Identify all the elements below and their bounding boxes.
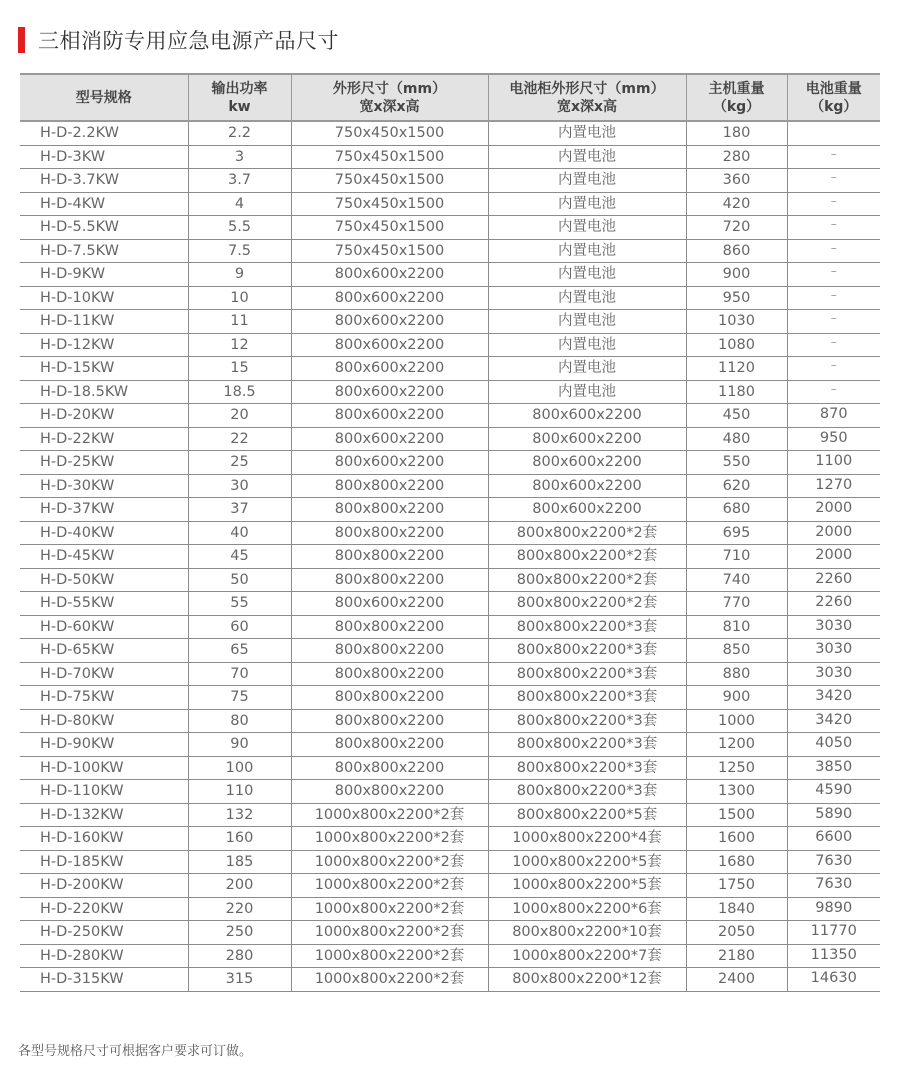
cell-battery-cabinet: 800x600x2200 [488,451,686,475]
cell-power: 132 [188,803,291,827]
cell-battery-cabinet: 内置电池 [488,121,686,145]
table-row [20,780,880,804]
cell-battery-cabinet: 800x800x2200*3套 [488,733,686,757]
table-row [20,498,880,522]
cell-power: 220 [188,897,291,921]
cell-power: 250 [188,921,291,945]
cell-dimensions: 800x800x2200 [291,686,488,710]
cell-model: H-D-11KW [20,310,188,334]
cell-power: 7.5 [188,239,291,263]
cell-battery-cabinet: 800x800x2200*3套 [488,756,686,780]
cell-dimensions: 800x800x2200 [291,639,488,663]
cell-battery-weight: – [787,192,880,216]
cell-host-weight: 860 [686,239,787,263]
table-row [20,921,880,945]
cell-battery-weight: 3030 [787,639,880,663]
cell-power: 80 [188,709,291,733]
cell-battery-cabinet: 内置电池 [488,169,686,193]
header-battery-weight: 电池重量 （kg） [787,74,880,121]
header-battery-cabinet: 电池柜外形尺寸（mm） 宽x深x高 [488,74,686,121]
cell-power: 3.7 [188,169,291,193]
cell-battery-weight: 4050 [787,733,880,757]
cell-battery-cabinet: 内置电池 [488,263,686,287]
cell-battery-weight: – [787,380,880,404]
table-row [20,239,880,263]
cell-host-weight: 740 [686,568,787,592]
cell-battery-cabinet: 1000x800x2200*6套 [488,897,686,921]
cell-battery-weight: 3420 [787,686,880,710]
cell-battery-weight: 3030 [787,662,880,686]
cell-power: 65 [188,639,291,663]
cell-battery-cabinet: 800x800x2200*3套 [488,639,686,663]
cell-power: 200 [188,874,291,898]
cell-battery-cabinet: 1000x800x2200*5套 [488,850,686,874]
cell-dimensions: 1000x800x2200*2套 [291,897,488,921]
cell-battery-weight: – [787,145,880,169]
cell-model: H-D-90KW [20,733,188,757]
cell-model: H-D-220KW [20,897,188,921]
cell-model: H-D-50KW [20,568,188,592]
cell-host-weight: 480 [686,427,787,451]
cell-power: 60 [188,615,291,639]
cell-battery-cabinet: 内置电池 [488,286,686,310]
cell-power: 37 [188,498,291,522]
cell-power: 185 [188,850,291,874]
table-row [20,357,880,381]
table-row [20,897,880,921]
table-row [20,568,880,592]
cell-dimensions: 800x800x2200 [291,474,488,498]
cell-battery-weight: 6600 [787,827,880,851]
cell-battery-weight: 950 [787,427,880,451]
cell-battery-weight: – [787,310,880,334]
cell-dimensions: 750x450x1500 [291,145,488,169]
cell-host-weight: 1840 [686,897,787,921]
cell-host-weight: 900 [686,686,787,710]
cell-dimensions: 1000x800x2200*2套 [291,921,488,945]
cell-battery-cabinet: 800x800x2200*10套 [488,921,686,945]
cell-battery-weight: 1270 [787,474,880,498]
table-row [20,874,880,898]
cell-battery-weight: 11350 [787,944,880,968]
cell-power: 2.2 [188,121,291,145]
cell-battery-weight: 4590 [787,780,880,804]
cell-model: H-D-45KW [20,545,188,569]
cell-dimensions: 750x450x1500 [291,121,488,145]
cell-battery-cabinet: 800x800x2200*3套 [488,686,686,710]
cell-battery-cabinet: 1000x800x2200*5套 [488,874,686,898]
cell-model: H-D-22KW [20,427,188,451]
cell-host-weight: 180 [686,121,787,145]
cell-model: H-D-9KW [20,263,188,287]
cell-host-weight: 1250 [686,756,787,780]
cell-dimensions: 750x450x1500 [291,239,488,263]
cell-dimensions: 800x600x2200 [291,357,488,381]
title-accent-bar [18,27,25,53]
cell-host-weight: 1300 [686,780,787,804]
table-row [20,404,880,428]
cell-dimensions: 800x800x2200 [291,709,488,733]
cell-host-weight: 2180 [686,944,787,968]
cell-power: 280 [188,944,291,968]
table-row [20,121,880,145]
cell-battery-cabinet: 800x600x2200 [488,404,686,428]
footnote: 各型号规格尺寸可根据客户要求可订做。 [18,1044,253,1059]
cell-host-weight: 710 [686,545,787,569]
table-row [20,333,880,357]
cell-dimensions: 1000x800x2200*2套 [291,850,488,874]
cell-battery-weight: 1100 [787,451,880,475]
cell-battery-cabinet: 800x600x2200 [488,498,686,522]
cell-dimensions: 800x800x2200 [291,733,488,757]
cell-battery-cabinet: 内置电池 [488,145,686,169]
cell-model: H-D-250KW [20,921,188,945]
cell-dimensions: 800x600x2200 [291,286,488,310]
cell-battery-cabinet: 800x800x2200*2套 [488,521,686,545]
cell-model: H-D-20KW [20,404,188,428]
cell-battery-cabinet: 1000x800x2200*7套 [488,944,686,968]
cell-model: H-D-132KW [20,803,188,827]
cell-battery-cabinet: 800x600x2200 [488,427,686,451]
table-row [20,380,880,404]
cell-host-weight: 1680 [686,850,787,874]
cell-dimensions: 800x600x2200 [291,592,488,616]
cell-host-weight: 550 [686,451,787,475]
cell-model: H-D-15KW [20,357,188,381]
cell-dimensions: 800x600x2200 [291,333,488,357]
cell-dimensions: 800x800x2200 [291,756,488,780]
cell-power: 40 [188,521,291,545]
table-row [20,427,880,451]
cell-model: H-D-18.5KW [20,380,188,404]
cell-battery-weight: 9890 [787,897,880,921]
table-row [20,169,880,193]
cell-host-weight: 1000 [686,709,787,733]
cell-model: H-D-3KW [20,145,188,169]
cell-battery-cabinet: 1000x800x2200*4套 [488,827,686,851]
cell-dimensions: 800x800x2200 [291,545,488,569]
page-title-block [18,27,339,53]
cell-dimensions: 800x600x2200 [291,310,488,334]
table-row [20,216,880,240]
cell-model: H-D-4KW [20,192,188,216]
table-row [20,756,880,780]
cell-host-weight: 1120 [686,357,787,381]
cell-model: H-D-12KW [20,333,188,357]
cell-power: 18.5 [188,380,291,404]
header-host-weight: 主机重量 （kg） [686,74,787,121]
cell-host-weight: 1080 [686,333,787,357]
cell-host-weight: 2050 [686,921,787,945]
cell-battery-weight: 11770 [787,921,880,945]
table-row [20,827,880,851]
cell-power: 20 [188,404,291,428]
cell-battery-weight: 2260 [787,592,880,616]
cell-model: H-D-55KW [20,592,188,616]
table-row [20,592,880,616]
cell-host-weight: 1200 [686,733,787,757]
header-power: 输出功率 kw [188,74,291,121]
table-row [20,662,880,686]
header-model: 型号规格 [20,74,188,121]
cell-power: 55 [188,592,291,616]
cell-dimensions: 750x450x1500 [291,169,488,193]
cell-model: H-D-5.5KW [20,216,188,240]
cell-dimensions: 800x800x2200 [291,662,488,686]
cell-model: H-D-40KW [20,521,188,545]
cell-battery-cabinet: 内置电池 [488,239,686,263]
cell-power: 75 [188,686,291,710]
cell-battery-weight: 3030 [787,615,880,639]
cell-host-weight: 360 [686,169,787,193]
cell-battery-cabinet: 800x800x2200*3套 [488,615,686,639]
product-dimensions-table [20,73,880,992]
cell-host-weight: 720 [686,216,787,240]
cell-model: H-D-3.7KW [20,169,188,193]
cell-host-weight: 450 [686,404,787,428]
cell-dimensions: 1000x800x2200*2套 [291,944,488,968]
cell-host-weight: 1030 [686,310,787,334]
table-row [20,615,880,639]
table-body [20,121,880,991]
cell-battery-weight: – [787,263,880,287]
cell-battery-cabinet: 800x800x2200*3套 [488,662,686,686]
cell-power: 160 [188,827,291,851]
cell-battery-weight: – [787,169,880,193]
cell-battery-weight: – [787,357,880,381]
cell-model: H-D-65KW [20,639,188,663]
cell-battery-cabinet: 内置电池 [488,192,686,216]
cell-dimensions: 800x600x2200 [291,451,488,475]
cell-model: H-D-280KW [20,944,188,968]
table-row [20,545,880,569]
cell-host-weight: 280 [686,145,787,169]
table-row [20,968,880,992]
cell-power: 315 [188,968,291,992]
table-row [20,709,880,733]
cell-battery-cabinet: 800x800x2200*5套 [488,803,686,827]
cell-host-weight: 1500 [686,803,787,827]
cell-battery-weight: 2000 [787,545,880,569]
cell-host-weight: 1750 [686,874,787,898]
cell-dimensions: 800x600x2200 [291,404,488,428]
cell-power: 10 [188,286,291,310]
cell-battery-weight: 14630 [787,968,880,992]
table-row [20,944,880,968]
cell-host-weight: 680 [686,498,787,522]
cell-battery-weight: 5890 [787,803,880,827]
cell-model: H-D-37KW [20,498,188,522]
cell-host-weight: 900 [686,263,787,287]
cell-dimensions: 750x450x1500 [291,216,488,240]
cell-battery-cabinet: 内置电池 [488,380,686,404]
cell-battery-weight: 2000 [787,498,880,522]
cell-model: H-D-7.5KW [20,239,188,263]
cell-power: 90 [188,733,291,757]
cell-power: 25 [188,451,291,475]
cell-model: H-D-80KW [20,709,188,733]
cell-battery-weight: 870 [787,404,880,428]
cell-dimensions: 800x600x2200 [291,427,488,451]
cell-battery-cabinet: 800x800x2200*2套 [488,545,686,569]
cell-battery-weight: – [787,216,880,240]
table-row [20,310,880,334]
cell-power: 100 [188,756,291,780]
cell-battery-weight: – [787,239,880,263]
cell-dimensions: 800x800x2200 [291,615,488,639]
cell-battery-cabinet: 内置电池 [488,310,686,334]
cell-battery-weight: 2260 [787,568,880,592]
cell-battery-weight: 7630 [787,874,880,898]
table-row [20,451,880,475]
cell-host-weight: 2400 [686,968,787,992]
cell-host-weight: 810 [686,615,787,639]
cell-host-weight: 1180 [686,380,787,404]
cell-dimensions: 800x800x2200 [291,780,488,804]
table-row [20,474,880,498]
cell-dimensions: 800x800x2200 [291,521,488,545]
cell-host-weight: 620 [686,474,787,498]
cell-power: 12 [188,333,291,357]
cell-battery-cabinet: 800x600x2200 [488,474,686,498]
cell-dimensions: 1000x800x2200*2套 [291,827,488,851]
table-row [20,639,880,663]
cell-model: H-D-315KW [20,968,188,992]
cell-power: 50 [188,568,291,592]
cell-power: 3 [188,145,291,169]
cell-dimensions: 750x450x1500 [291,192,488,216]
cell-model: H-D-70KW [20,662,188,686]
table-row [20,192,880,216]
cell-battery-weight [787,121,880,145]
cell-power: 110 [188,780,291,804]
cell-dimensions: 800x600x2200 [291,380,488,404]
cell-host-weight: 850 [686,639,787,663]
cell-dimensions: 800x800x2200 [291,568,488,592]
cell-power: 45 [188,545,291,569]
cell-power: 11 [188,310,291,334]
cell-dimensions: 1000x800x2200*2套 [291,874,488,898]
cell-power: 4 [188,192,291,216]
cell-dimensions: 800x800x2200 [291,498,488,522]
cell-power: 15 [188,357,291,381]
cell-battery-weight: 3850 [787,756,880,780]
cell-model: H-D-2.2KW [20,121,188,145]
cell-battery-cabinet: 内置电池 [488,216,686,240]
cell-host-weight: 950 [686,286,787,310]
cell-host-weight: 695 [686,521,787,545]
table-row [20,286,880,310]
page-title: 三相消防专用应急电源产品尺寸 [38,29,339,53]
cell-host-weight: 1600 [686,827,787,851]
table-row [20,521,880,545]
cell-battery-cabinet: 800x800x2200*2套 [488,592,686,616]
cell-battery-weight: – [787,286,880,310]
cell-model: H-D-185KW [20,850,188,874]
cell-model: H-D-60KW [20,615,188,639]
cell-battery-cabinet: 内置电池 [488,333,686,357]
header-dimensions: 外形尺寸（mm） 宽x深x高 [291,74,488,121]
cell-model: H-D-25KW [20,451,188,475]
cell-battery-cabinet: 800x800x2200*2套 [488,568,686,592]
cell-power: 5.5 [188,216,291,240]
cell-battery-weight: 3420 [787,709,880,733]
cell-model: H-D-160KW [20,827,188,851]
cell-host-weight: 880 [686,662,787,686]
cell-dimensions: 1000x800x2200*2套 [291,803,488,827]
cell-model: H-D-110KW [20,780,188,804]
cell-battery-cabinet: 800x800x2200*3套 [488,709,686,733]
cell-model: H-D-100KW [20,756,188,780]
cell-host-weight: 770 [686,592,787,616]
table-row [20,850,880,874]
cell-battery-weight: – [787,333,880,357]
table-row [20,686,880,710]
cell-model: H-D-75KW [20,686,188,710]
cell-power: 30 [188,474,291,498]
cell-battery-cabinet: 内置电池 [488,357,686,381]
cell-power: 9 [188,263,291,287]
table-row [20,145,880,169]
table-header-row [20,74,880,121]
cell-power: 22 [188,427,291,451]
cell-battery-cabinet: 800x800x2200*3套 [488,780,686,804]
cell-model: H-D-200KW [20,874,188,898]
cell-dimensions: 1000x800x2200*2套 [291,968,488,992]
table-row [20,263,880,287]
cell-dimensions: 800x600x2200 [291,263,488,287]
cell-power: 70 [188,662,291,686]
cell-model: H-D-30KW [20,474,188,498]
table-row [20,803,880,827]
cell-battery-weight: 7630 [787,850,880,874]
table-row [20,733,880,757]
cell-model: H-D-10KW [20,286,188,310]
cell-battery-cabinet: 800x800x2200*12套 [488,968,686,992]
cell-battery-weight: 2000 [787,521,880,545]
cell-host-weight: 420 [686,192,787,216]
